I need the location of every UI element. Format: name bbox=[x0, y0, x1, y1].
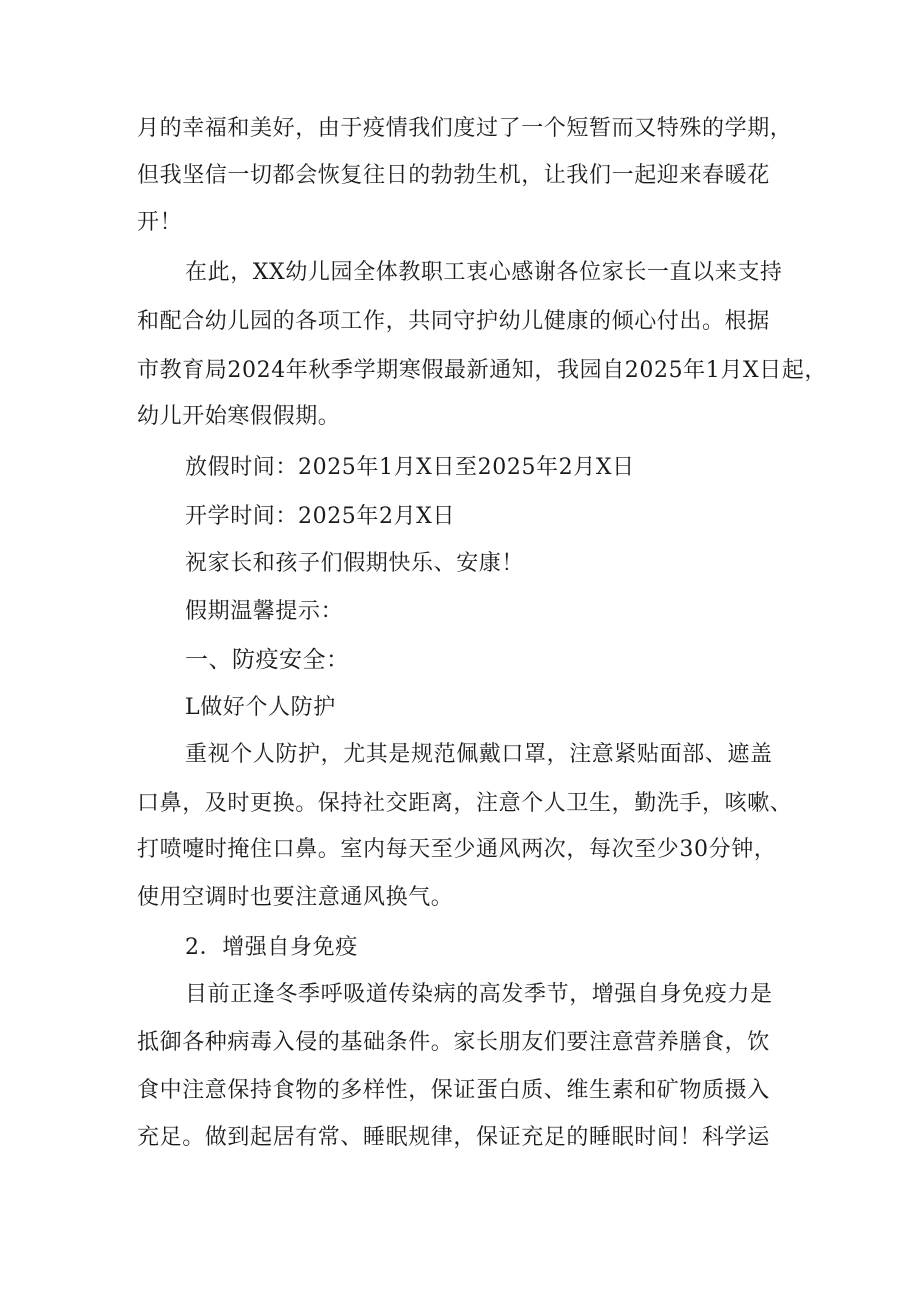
paragraph-line: 和配合幼儿园的各项工作，共同守护幼儿健康的倾心付出。根据 bbox=[137, 309, 770, 334]
paragraph-line: 开！ bbox=[137, 210, 183, 235]
holiday-time: 放假时间：2025年1月X日至2025年2月X日 bbox=[185, 455, 635, 480]
paragraph-line: 食中注意保持食物的多样性，保证蛋白质、维生素和矿物质摄入 bbox=[137, 1078, 770, 1103]
paragraph-line: 但我坚信一切都会恢复往日的勃勃生机，让我们一起迎来春暖花 bbox=[137, 163, 770, 188]
paragraph-line: 使用空调时也要注意通风换气。 bbox=[137, 885, 454, 910]
paragraph-line: 口鼻，及时更换。保持社交距离，注意个人卫生，勤洗手，咳嗽、 bbox=[137, 791, 793, 816]
paragraph-line: 市教育局2024年秋季学期寒假最新通知，我园自2025年1月X日起， bbox=[137, 358, 828, 383]
paragraph-line: 幼儿开始寒假假期。 bbox=[137, 404, 341, 429]
paragraph-line: 抵御各种病毒入侵的基础条件。家长朋友们要注意营养膳食，饮 bbox=[137, 1030, 770, 1055]
paragraph-line: 充足。做到起居有常、睡眠规律，保证充足的睡眠时间！科学运 bbox=[137, 1125, 770, 1150]
item-title: 2．增强自身免疫 bbox=[185, 935, 358, 960]
paragraph-line: 重视个人防护，尤其是规范佩戴口罩，注意紧贴面部、遮盖 bbox=[185, 742, 773, 767]
section-heading: 一、防疫安全： bbox=[185, 647, 350, 673]
school-start-time: 开学时间：2025年2月X日 bbox=[185, 504, 456, 529]
paragraph-line: 打喷嚏时掩住口鼻。室内每天至少通风两次，每次至少30分钟， bbox=[137, 837, 777, 862]
wishes-text: 祝家长和孩子们假期快乐、安康！ bbox=[185, 551, 525, 576]
paragraph-line: 在此，XX幼儿园全体教职工衷心感谢各位家长一直以来支持 bbox=[185, 260, 783, 285]
item-title: L做好个人防护 bbox=[185, 695, 336, 720]
paragraph-line: 月的幸福和美好，由于疫情我们度过了一个短暂而又特殊的学期， bbox=[137, 116, 793, 141]
tips-title: 假期温馨提示： bbox=[185, 599, 344, 624]
paragraph-line: 目前正逢冬季呼吸道传染病的高发季节，增强自身免疫力是 bbox=[185, 982, 773, 1007]
